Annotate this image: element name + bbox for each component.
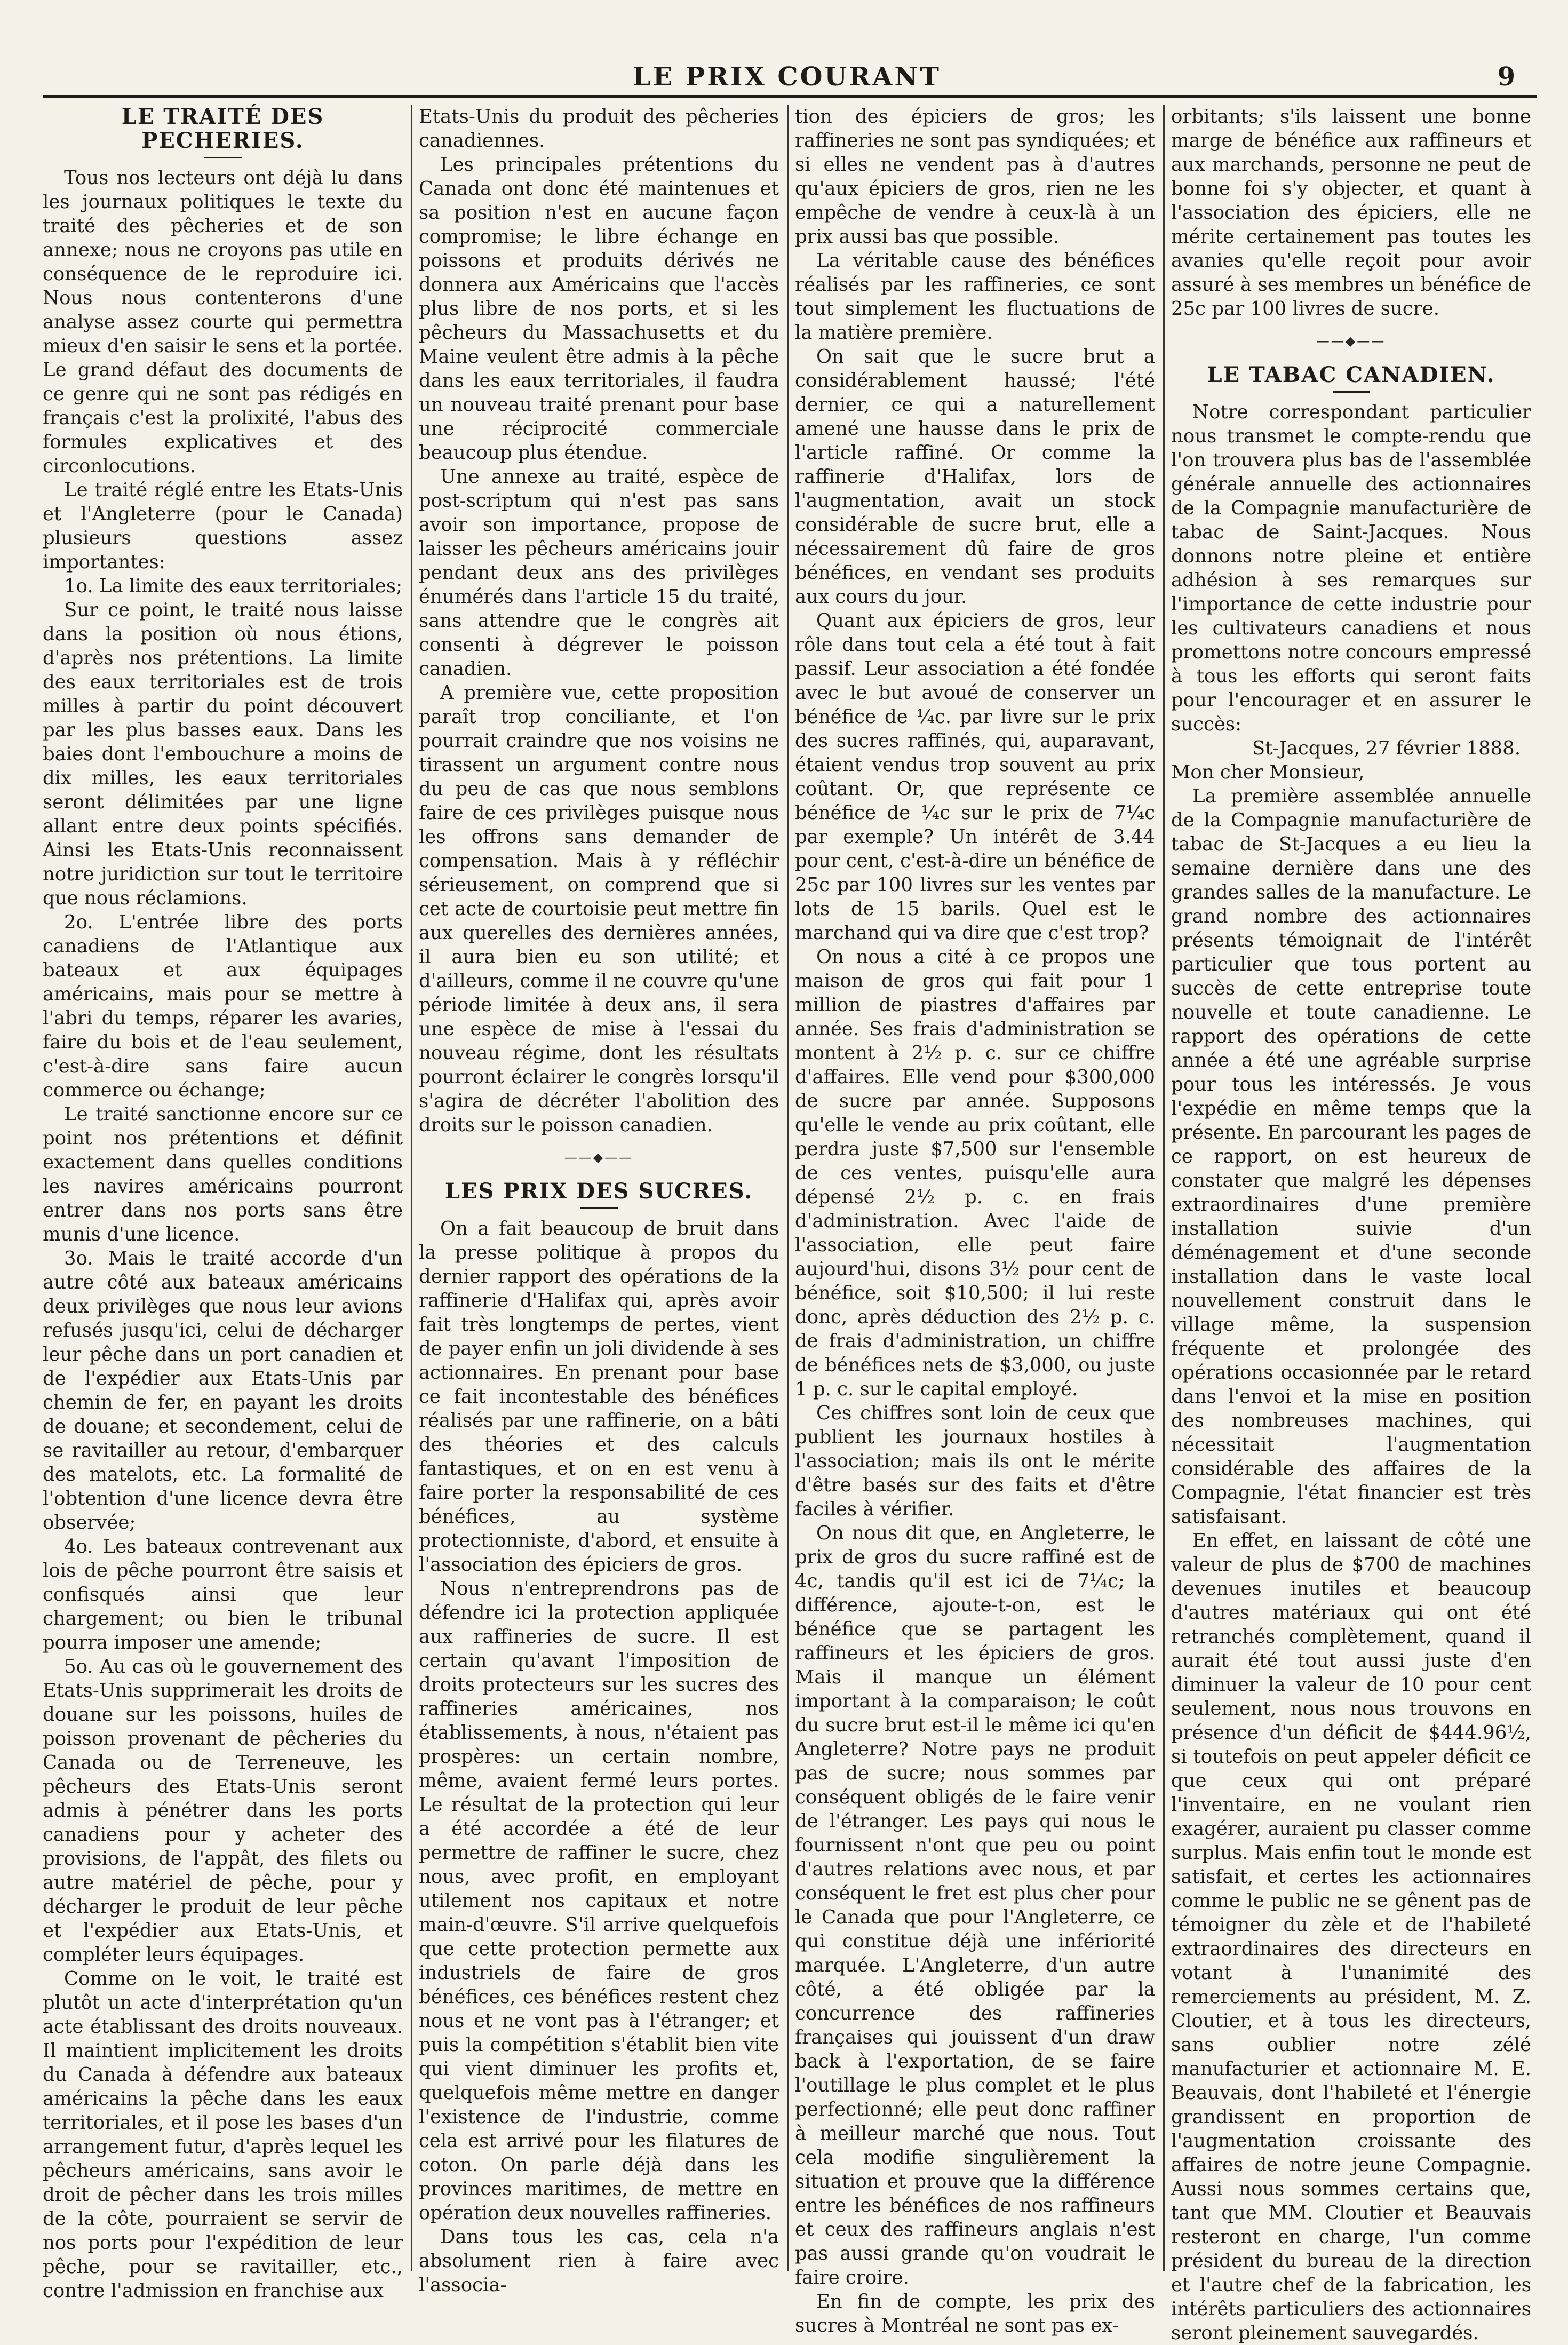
paragraph: Notre correspondant particulier nous transmet le compte-rendu que l'on trouvera plus bas de l'assemblée générale annuelle des actionnaires de la Compagnie manufacturière de tabac de Saint-Jacques. Nous donnons notre pleine et entière adhésion à ses remarques sur l'importance de cette industrie pour les cultivateurs canadiens et nous promettons notre concours empressé à tous les efforts qui seront faits pour l'encourager et en assurer le succès:	[1171, 401, 1531, 735]
paragraph: Les principales prétentions du Canada ont donc été maintenues et sa position n'est en aucune façon compromise; le libre échange en poissons et produits dérivés ne donnera aux Américains que l'accès plus libre de nos ports, et si les pêcheurs du Massachusetts et du Maine veulent être admis à la pêche dans les eaux territoriales, il faudra un nouveau traité prenant pour base une réciprocité commerciale beaucoup plus étendue.	[419, 154, 779, 464]
paragraph: Quant aux épiciers de gros, leur rôle dans tout cela a été tout à fait passif. Leur association a été fondée avec le but avoué de conserver un bénéfice de ¼c. par livre sur le prix des sucres raffinés, qui, auparavant, étaient vendus trop souvent au prix coûtant. Or, que représente ce bénéfice de ¼c sur le prix de 7¼c par exemple? Un intérêt de 3.44 pour cent, c'est-à-dire un bénéfice de 25c par 100 livres sur les ventes par lots de 15 barils. Quel est le marchand qui va dire que c'est trop?	[795, 610, 1155, 944]
paragraph: A première vue, cette proposition paraît trop conciliante, et l'on pourrait craindre que nos voisins ne tirassent un argument contre nous du peu de cas que nous semblons faire de ces privilèges puisque nous les offrons sans demander de compensation. Mais à y réfléchir sérieusement, on comprend que si cet acte de courtoisie peut mettre fin aux querelles des dernières années, il aura bien eu son utilité; et d'ailleurs, comme il ne couvre qu'une période limitée à deux ans, il sera une espèce de mise à l'essai du nouveau régime, dont les résultats pourront éclairer le congrès lorsqu'il s'agira de décréter l'abolition des droits sur le poisson canadien.	[419, 682, 779, 1136]
paragraph: 2o. L'entrée libre des ports canadiens de l'Atlantique aux bateaux et aux équipages américains, mais pour se mettre à l'abri du temps, réparer les avaries, faire du bois et de l'eau seulement, c'est-à-dire sans faire aucun commerce ou échange;	[43, 911, 403, 1101]
column-rule	[787, 105, 789, 2271]
salutation: Mon cher Monsieur,	[1171, 761, 1365, 783]
publication-title: LE PRIX COURANT	[632, 62, 942, 92]
paragraph: tion des épiciers de gros; les raffineries ne sont pas syndiquées; et si elles ne vendent pas à d'autres qu'aux épiciers de gros, rien ne les empêche de vendre à ceux-là à un prix aussi bas que possible.	[795, 106, 1155, 248]
paragraph: 3o. Mais le traité accorde d'un autre côté aux bateaux américains deux privilèges que nous leur avions refusés jusqu'ici, celui de décharger leur pêche dans un port canadien et de l'expédier aux Etats-Unis par chemin de fer, en payant les droits de douane; et secondement, celui de se ravitailler au retour, d'embarquer des matelots, etc. La formalité de l'obtention d'une licence devra être observée;	[43, 1247, 403, 1533]
paragraph: 4o. Les bateaux contrevenant aux lois de pêche pourront être saisis et confisqués ainsi que leur chargement; ou bien le tribunal pourra imposer une amende;	[43, 1536, 403, 1654]
paragraph: Le traité réglé entre les Etats-Unis et l'Angleterre (pour le Canada) plusieurs questions assez importantes:	[43, 479, 403, 573]
paragraph: La véritable cause des bénéfices réalisés par les raffineries, ce sont tout simplement les fluctuations de la matière première.	[795, 250, 1155, 344]
paragraph: En fin de compte, les prix des sucres à Montréal ne sont pas ex-	[795, 2291, 1155, 2336]
section-separator: ——◆——	[564, 1150, 634, 1165]
paragraph: On a fait beaucoup de bruit dans la presse politique à propos du dernier rapport des opérations de la raffinerie d'Halifax qui, après avoir fait très longtemps de pertes, vient de payer enfin un joli dividende à ses actionnaires. En prenant pour base ce fait incontestable des bénéfices réalisés par une raffinerie, on a bâti des théories et des calculs fantastiques, et on en est venu à faire porter la responsabilité de ces bénéfices, au système protectionniste, d'abord, et ensuite à l'association des épiciers de gros.	[419, 1218, 779, 1576]
paragraph: On sait que le sucre brut a considérablement haussé; l'été dernier, ce qui a naturellement amené une hausse dans le prix de l'article raffiné. Or comme la raffinerie d'Halifax, lors de l'augmentation, avait un stock considérable de sucre brut, elle a nécessairement dû faire de gros bénéfices, en vendant ses produits aux cours du jour.	[795, 346, 1155, 608]
paragraph: On nous a cité à ce propos une maison de gros qui fait pour 1 million de piastres d'affaires par année. Ses frais d'administration se montent à 2½ p. c. sur ce chiffre d'affaires. Elle vend pour $300,000 de sucre par année. Supposons qu'elle le vende au prix coûtant, elle perdra juste $7,500 sur l'ensemble de ces ventes, puisqu'elle aura dépensé 2½ p. c. en frais d'administration. Avec l'aide de l'association, elle peut faire aujourd'hui, disons 3½ pour cent de bénéfice, soit $10,500; il lui reste donc, après déduction des 2½ p. c. de frais d'administration, un chiffre de bénéfices nets de $3,000, ou juste 1 p. c. sur le capital employé.	[795, 946, 1155, 1400]
paragraph: Nous n'entreprendrons pas de défendre ici la protection appliquée aux raffineries de sucre. Il est certain qu'avant l'imposition de droits protecteurs sur les sucres des raffineries américaines, nos établissements, à nous, n'étaient pas prospères: un certain nombre, même, avaient fermé leurs portes. Le résultat de la protection qui leur a été accordée a été de leur permettre de raffiner le sucre, chez nous, avec profit, en employant utilement nos capitaux et notre main-d'œuvre. S'il arrive quelquefois que cette protection permette aux industriels de faire de gros bénéfices, ces bénéfices restent chez nous et ne vont pas à l'étranger; et puis la compétition s'établit bien vite qui vient diminuer les profits et, quelquefois même mettre en danger l'existence de l'industrie, comme cela est arrivé pour les filatures de coton. On parle déjà dans les provinces maritimes, de mettre en opération deux nouvelles raffineries.	[419, 1578, 779, 2224]
paragraph: Tous nos lecteurs ont déjà lu dans les journaux politiques le texte du traité des pêcheries et de son annexe; nous ne croyons pas utile en conséquence de le reproduire ici. Nous nous contenterons d'une analyse assez courte qui permettra mieux d'en saisir le sens et la portée. Le grand défaut des documents de ce genre qui ne sont pas rédigés en français c'est la prolixité, l'abus des formules explicatives et des circonlocutions.	[43, 167, 403, 477]
column-rule	[1163, 105, 1165, 2271]
headline-rule	[580, 1207, 618, 1209]
column-rule	[411, 105, 412, 2271]
paragraph: Le traité sanctionne encore sur ce point nos prétentions et définit exactement dans quelles conditions les navires américains pourront entrer dans nos ports sans être munis d'une licence.	[43, 1103, 403, 1245]
page-number: 9	[1497, 62, 1515, 92]
paragraph: 1o. La limite des eaux territoriales;	[64, 575, 403, 597]
header-rule	[43, 95, 1537, 98]
headline-rule	[204, 157, 242, 158]
article-headline-traite: LE TRAITÉ DES PECHERIES.	[121, 104, 324, 153]
column-1	[43, 104, 403, 2302]
article-headline-sucres: LES PRIX DES SUCRES.	[444, 1179, 753, 1204]
section-separator: ——◆——	[1316, 333, 1386, 348]
dateline: St-Jacques, 27 février 1888.	[1252, 737, 1521, 759]
article-headline-tabac: LE TABAC CANADIEN.	[1207, 362, 1495, 387]
paragraph: Une annexe au traité, espèce de post-scriptum qui n'est pas sans avoir son importance, propose de laisser les pêcheurs américains jouir pendant deux ans des privilèges énumérés dans l'article 15 du traité, sans attendre que le congrès ait consenti à dégrever le poisson canadien.	[419, 466, 779, 680]
page-header	[53, 60, 1521, 94]
paragraph: Etats-Unis du produit des pêcheries canadiennes.	[419, 106, 779, 152]
paragraph: 5o. Au cas où le gouvernement des Etats-Unis supprimerait les droits de douane sur les poissons, huiles de poisson provenant de pêcheries du Canada ou de Terreneuve, les pêcheurs des Etats-Unis seront admis à pénétrer dans les ports canadiens pour y acheter des provisions, de l'appât, des filets ou autre matériel de pêche, pour y décharger le produit de leur pêche et l'expédier aux Etats-Unis, et compléter leurs équipages.	[43, 1656, 403, 1966]
paragraph: On nous dit que, en Angleterre, le prix de gros du sucre raffiné est de 4c, tandis qu'il est ici de 7¼c; la différence, ajoute-t-on, est le bénéfice que se partagent les raffineurs et les épiciers de gros. Mais il manque un élément important à la comparaison; le coût du sucre brut est-il le même ici qu'en Angleterre? Notre pays ne produit pas de sucre; nous sommes par conséquent obligés de le faire venir de l'étranger. Les pays qui nous le fournissent n'ont que peu ou point d'autres relations avec nous, et par conséquent le fret est plus cher pour le Canada que pour l'Angleterre, ce qui constitue déjà une infériorité marquée. L'Angleterre, d'un autre côté, a été obligée par la concurrence des raffineries françaises qui jouissent d'un draw back à l'exportation, de se faire l'outillage le plus complet et le plus perfectionné; elle peut donc raffiner à meilleur marché que nous. Tout cela modifie singulièrement la situation et prouve que la différence entre les bénéfices de nos raffineurs et ceux des raffineurs anglais n'est pas aussi grande qu'on voudrait le faire croire.	[795, 1522, 1155, 2288]
paragraph: orbitants; s'ils laissent une bonne marge de bénéfice aux raffineurs et aux marchands, personne ne peut de bonne foi s'y objecter, et quant à l'association des épiciers, elle ne mérite certainement pas toutes les avanies qu'elle reçoit pour avoir assuré à ses membres un bénéfice de 25c par 100 livres de sucre.	[1171, 106, 1531, 320]
paragraph: Ces chiffres sont loin de ceux que publient les journaux hostiles à l'association; mais ils ont le mérite d'être basés sur des faits et d'être faciles à vérifier.	[795, 1402, 1155, 1520]
paragraph: Comme on le voit, le traité est plutôt un acte d'interprétation qu'un acte établissant des droits nouveaux. Il maintient implicitement les droits du Canada à défendre aux bateaux américains la pêche dans les eaux territoriales, et il pose les bases d'un arrangement futur, d'après lequel les pêcheurs américains, sans avoir le droit de pêcher dans les trois milles de la côte, pourraient se servir de nos ports pour l'expédition de leur pêche, pour se ravitailler, etc., contre l'admission en franchise aux	[43, 1968, 403, 2302]
paragraph: Sur ce point, le traité nous laisse dans la position où nous étions, d'après nos prétentions. La limite des eaux territoriales est de trois milles à partir du point découvert par les plus basses eaux. Dans les baies dont l'embouchure a moins de dix milles, les eaux territoriales seront délimitées par une ligne allant entre deux points spécifiés. Ainsi les Etats-Unis reconnaissent notre juridiction sur tout le territoire que nous réclamions.	[43, 599, 403, 909]
paragraph: La première assemblée annuelle de la Compagnie manufacturière de tabac de St-Jacques a eu lieu la semaine dernière dans une des grandes salles de la manufacture. Le grand nombre des actionnaires présents témoignait de l'intérêt particulier que tous portent au succès de cette entreprise toute nouvelle et toute canadienne. Le rapport des opérations de cette année a été une agréable surprise pour tous les intéressés. Je vous l'expédie en même temps que la présente. En parcourant les pages de ce rapport, on est heureux de constater que malgré les dépenses extraordinaires d'une première installation suivie d'un déménagement et d'une seconde installation dans le vaste local nouvellement construit dans le village même, la suspension fréquente et prolongée des opérations occasionnée par le retard dans l'envoi et la mise en position des nombreuses machines, qui nécessitait l'augmentation considérable des affaires de la Compagnie, l'état financier est très satisfaisant.	[1171, 785, 1531, 1528]
columns	[43, 104, 1537, 2344]
headline-rule	[1333, 391, 1370, 393]
column-2	[419, 105, 779, 2296]
paragraph: Dans tous les cas, cela n'a absolument rien à faire avec l'associa-	[419, 2226, 779, 2296]
column-4	[1171, 105, 1531, 2344]
paragraph: En effet, en laissant de côté une valeur de plus de $700 de machines devenues inutiles et beaucoup d'autres matériaux qui ont été retranchés complètement, quand il aurait été tout aussi juste d'en diminuer la valeur de 10 pour cent seulement, nous nous trouvons en présence d'un déficit de $444.96½, si toutefois on peut appeler déficit ce que ceux qui ont préparé l'inventaire, en ne voulant rien exagérer, auraient pu classer comme surplus. Mais enfin tout le monde est satisfait, et certes les actionnaires comme le public ne se gênent pas de témoigner du zèle et de l'habileté extraordinaires des directeurs en votant à l'unanimité des remerciements au président, M. Z. Cloutier, et à tous les directeurs, sans oublier notre zélé manufacturier et actionnaire M. E. Beauvais, dont l'habileté et l'énergie grandissent en proportion de l'augmentation croissante des affaires de notre jeune Compagnie. Aussi nous sommes certains que, tant que MM. Cloutier et Beauvais resteront en charge, l'un comme président du bureau de la direction et l'autre chef de la fabrication, les intérêts particuliers des actionnaires seront pleinement sauvegardés.	[1171, 1530, 1531, 2344]
column-3	[795, 105, 1155, 2336]
